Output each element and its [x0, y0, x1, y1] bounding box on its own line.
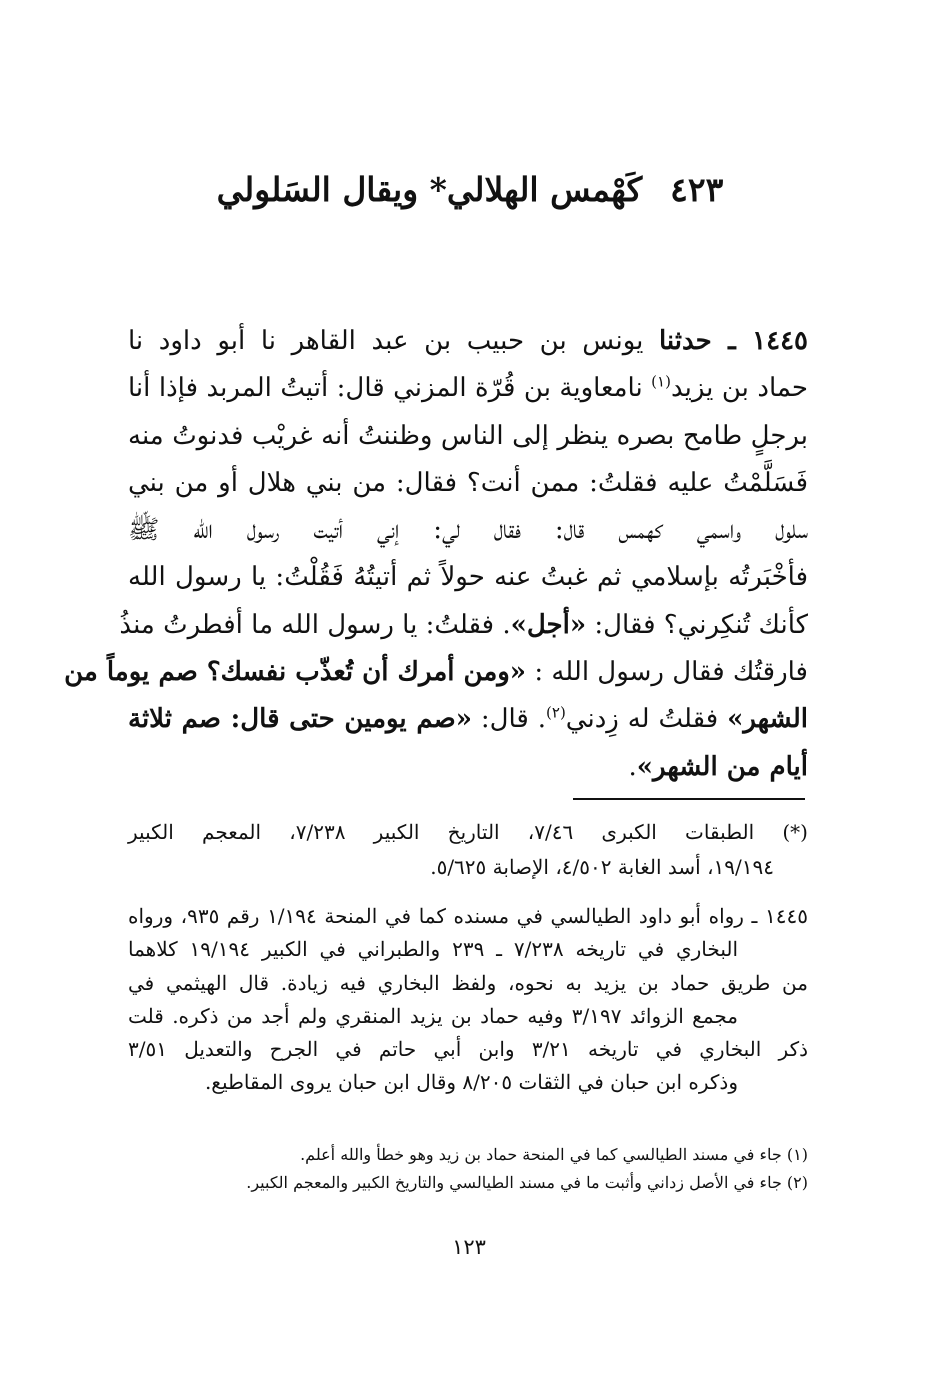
hadith-line — [128, 744, 808, 791]
footnote-line: مجمع الزوائد ٣/١٩٧ وفيه حماد بن يزيد المنقري ولم أجد من ذكره. قلت — [128, 1003, 739, 1028]
chapter-number: ٤٢٣ — [670, 170, 724, 209]
footnote-separator — [573, 798, 805, 800]
hadith-line-text: . — [628, 751, 637, 782]
hadith-line-text: . فقلتُ: يا رسول الله ما أفطرتُ منذُ — [119, 609, 511, 640]
footnote-biography-sources — [128, 815, 808, 885]
hadith-line: سلول واسمي كهمس قال: فقال لي: إني أتيت رسول الله ﷺ — [128, 515, 808, 546]
prophet-speech: «ومن أمرك أن تُعذّب نفسك؟ صم يوماً من — [64, 657, 527, 688]
hadith-line — [64, 649, 808, 696]
hadith-line-text: يونس بن حبيب بن عبد القاهر نا أبو داود نا — [128, 326, 659, 356]
hadith-line — [128, 365, 808, 412]
page-number: ١٢٣ — [452, 1235, 486, 1259]
prophet-speech: الشهر» — [727, 704, 808, 735]
hadith-line: برجلٍ طامح بصره ينظر إلى الناس وظننتُ أنه غريْب فدنوتُ منه — [128, 420, 808, 451]
hadith-line — [119, 602, 808, 649]
footnote-line: ١٩/١٩٤، أسد الغابة ٤/٥٠٢، الإصابة ٥/٦٢٥. — [430, 855, 774, 879]
footnote-line: (*) الطبقات الكبرى ٧/٤٦، التاريخ الكبير ٧/٢٣٨، المعجم الكبير — [128, 820, 808, 844]
prophet-speech: أيام من الشهر» — [636, 751, 808, 782]
footnote-1: (١) جاء في مسند الطيالسي كما في المنحة حماد بن زيد وهو خطأ والله أعلم. — [300, 1145, 808, 1164]
footnote-hadith-takhrij — [128, 900, 808, 1100]
hadith-line-text: كأنك تُنكِرني؟ فقال: — [586, 609, 808, 640]
hadith-line: فأخْبَرتُه بإسلامي ثم غبتُ عنه حولاً ثم أتيتُهُ فَقُلْتُ: يا رسول الله — [128, 562, 808, 593]
hadith-line-text: فقلتُ له زِدني — [565, 704, 728, 735]
footnote-2: (٢) جاء في الأصل زداني وأثبت ما في مسند الطيالسي والتاريخ الكبير والمعجم الكبير. — [246, 1173, 808, 1192]
footnote-ref-1: (١) — [651, 372, 671, 391]
hadith-line: فَسَلَّمْتُ عليه فقلتُ: ممن أنت؟ فقال: من بني هلال أو من بني — [128, 467, 808, 498]
hadith-line-text: . قال: — [471, 704, 547, 735]
footnote-ref-2: (٢) — [546, 703, 566, 722]
hadith-line-text: حماد بن يزيد — [670, 373, 808, 404]
chapter-name: كَهْمس الهلالي* ويقال السَلولي — [216, 170, 643, 209]
hadith-line-text: نامعاوية بن قُرّة المزني قال: أتيتُ المربد فإذا أنا — [128, 373, 652, 404]
hadith-line — [128, 318, 808, 365]
footnote-line: ١٤٤٥ ـ رواه أبو داود الطيالسي في مسنده كما في المنحة ١/١٩٤ رقم ٩٣٥، ورواه — [128, 904, 808, 928]
hadith-number-lead: ١٤٤٥ ـ حدثنا — [658, 326, 808, 356]
prophet-speech: «أجل» — [510, 609, 587, 640]
footnote-line: من طريق حماد بن يزيد به نحوه، ولفظ البخاري فيه زيادة. قال الهيثمي في — [128, 970, 808, 995]
prophet-speech: «صم يومين حتى قال: صم ثلاثة — [128, 704, 472, 735]
footnote-line: البخاري في تاريخه ٧/٢٣٨ ـ ٢٣٩ والطبراني في الكبير ١٩/١٩٤ كلاهما — [128, 937, 739, 962]
hadith-text — [64, 318, 808, 791]
hadith-line-text: فارقتُك فقال رسول الله : — [526, 657, 808, 688]
hadith-line — [128, 696, 808, 743]
footnote-line: ذكر البخاري في تاريخه ٣/٢١ وابن أبي حاتم في الجرح والتعديل ٣/٥١ — [128, 1037, 808, 1062]
chapter-title — [120, 160, 820, 220]
footnote-line: وذكره ابن حبان في الثقات ٨/٢٠٥ وقال ابن حبان يروى المقاطيع. — [204, 1070, 738, 1095]
